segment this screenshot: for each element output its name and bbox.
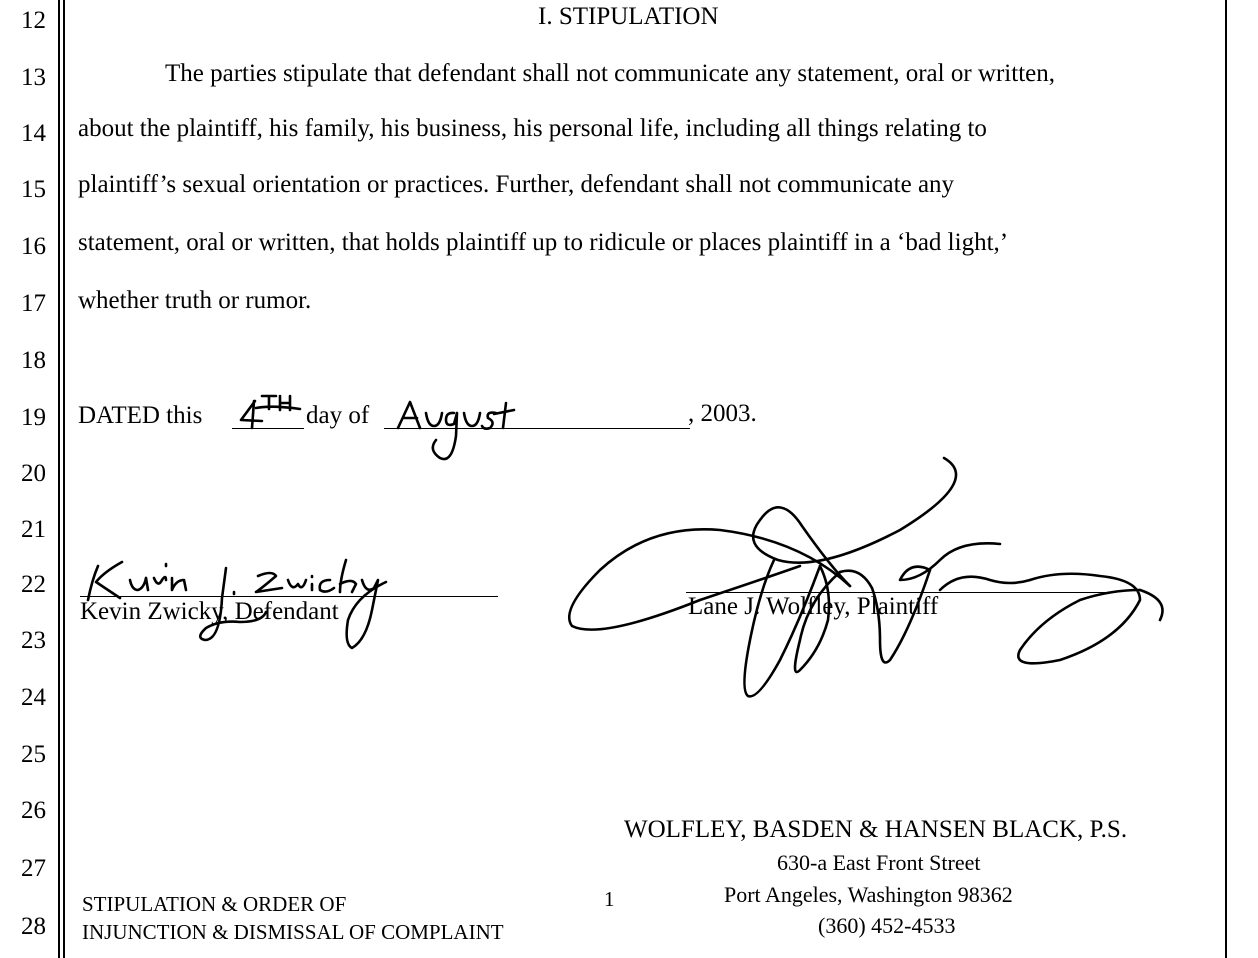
handwritten-month [398, 402, 514, 459]
line-number: 24 [21, 684, 46, 711]
line-number: 13 [21, 64, 46, 91]
page-number: 1 [604, 887, 615, 911]
body-line: The parties stipulate that defendant shall not communicate any statement, oral or written, [165, 60, 1055, 87]
plaintiff-signature-label: Lane J. Wolfley, Plaintiff [688, 593, 939, 620]
body-line: whether truth or rumor. [78, 287, 312, 314]
firm-address-line2: Port Angeles, Washington 98362 [724, 882, 1013, 907]
dated-middle: day of [306, 402, 370, 429]
left-margin-rule-inner [63, 0, 65, 958]
handwritten-day [241, 396, 300, 428]
line-number: 18 [21, 347, 46, 374]
line-number: 20 [21, 460, 46, 487]
dated-suffix: , 2003. [688, 400, 757, 427]
footer-doc-title-line1: STIPULATION & ORDER OF [82, 892, 347, 916]
line-number: 12 [21, 7, 46, 34]
right-margin-rule [1225, 0, 1227, 958]
body-line: about the plaintiff, his family, his business, his personal life, including all things relating to [78, 115, 987, 142]
line-number: 15 [21, 176, 46, 203]
line-number: 25 [21, 741, 46, 768]
firm-name: WOLFLEY, BASDEN & HANSEN BLACK, P.S. [624, 816, 1128, 843]
line-number: 16 [21, 233, 46, 260]
line-number: 26 [21, 797, 46, 824]
line-number: 22 [21, 571, 46, 598]
line-number: 19 [21, 404, 46, 431]
section-heading: I. STIPULATION [538, 3, 719, 30]
line-number: 23 [21, 627, 46, 654]
left-margin-rule-outer [58, 0, 60, 958]
day-blank [232, 428, 304, 429]
body-line: statement, oral or written, that holds plaintiff up to ridicule or places plaintiff in a ‘bad light,’ [78, 229, 1009, 256]
line-number: 17 [21, 290, 46, 317]
firm-address-line1: 630-a East Front Street [777, 850, 981, 875]
line-number: 14 [21, 120, 46, 147]
line-number: 27 [21, 855, 46, 882]
plaintiff-signature [569, 458, 1162, 696]
month-blank [384, 428, 690, 429]
line-number: 21 [21, 516, 46, 543]
body-line: plaintiff’s sexual orientation or practices. Further, defendant shall not communicate any [78, 171, 955, 198]
defendant-signature-label: Kevin Zwicky, Defendant [80, 598, 339, 625]
line-number: 28 [21, 913, 46, 940]
footer-doc-title-line2: INJUNCTION & DISMISSAL OF COMPLAINT [82, 920, 504, 944]
firm-phone: (360) 452-4533 [818, 913, 956, 938]
dated-prefix: DATED this [78, 402, 203, 429]
